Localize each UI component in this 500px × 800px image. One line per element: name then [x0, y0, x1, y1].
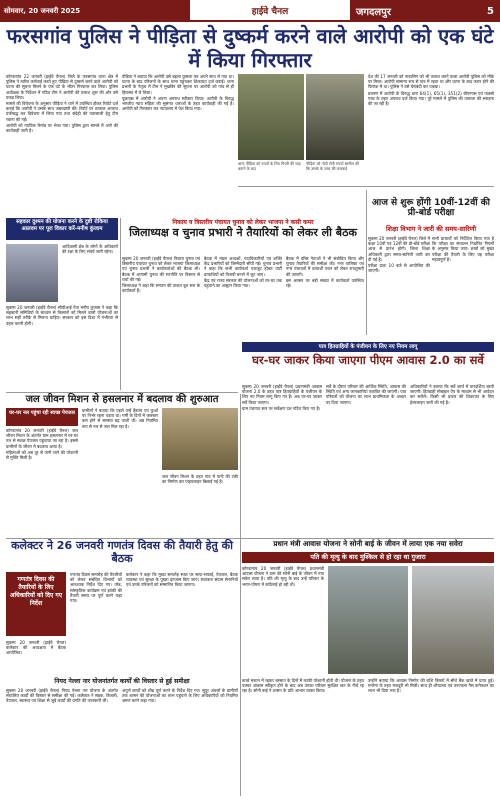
city-label: जगदलपुर	[356, 7, 391, 18]
housing-strap: पात्र हितग्राहियों के पंजीयन के लिए नए नियम लागू	[242, 342, 494, 352]
collector-text-col-2: गणतंत्र दिवस समारोह की तैयारियों को लेकर संबंधित विभागों को आवश्यक निर्देश दिए गए। परेड, सांस्कृतिक कार्यक्रम एवं झांकी की तैयारी समय पर पूर्ण करने कहा गया।	[70, 572, 122, 604]
section-rule	[6, 538, 494, 539]
collector-text-col-4: सुकमा 20 जनवरी (हाईवे चैनल) नियद नेल्ला नार योजना के अंतर्गत संचालित कार्यों की विस्तार से समीक्षा की गई। कलेक्टर ने सड़क, बिजली, पेयजल, स्वास्थ्य एवं शिक्षा से जुड़े कार्यों की प्रगति की जानकारी ली।	[6, 688, 118, 704]
collector-box: गणतंत्र दिवस की तैयारियों के लिए अधिकारियों को दिए गए निर्देश	[6, 572, 66, 636]
water-headline: जल जीवन मिशन से हसलनार में बदलाव की शुरुआत	[25, 394, 219, 405]
column-rule	[240, 394, 241, 796]
meeting-text-col-3: बैठक में वरिष्ठ नेताओं ने भी संबोधित किया और चुनाव तैयारियों की समीक्षा की। नगर पालिका एवं नगर पंचायतों में प्रत्याशी चयन को लेकर रायशुमारी की जाएगी। इस अवसर पर बड़ी संख्या में कार्यकर्ता उपस्थित रहे।	[286, 256, 364, 289]
left-story-title: सहकार दुश्मन की योजना करने के दुष्टी रोकिया आलवम पर पूरा विकार करें-मनीष कुंजाम	[6, 218, 118, 240]
date: सोमवार, 20 जनवरी 2025	[0, 0, 190, 22]
pmay-text-col-2: कच्चे मकान में रहकर बरसात के दिनों में काफी परेशानी होती थी। योजना के तहत पक्का आवास स्वीकृत होने के बाद अब उनका परिवार सुरक्षित छत के नीचे रह रहा है। सोनी बाई ने शासन के प्रति आभार व्यक्त किया।	[242, 678, 364, 694]
board-sub: शिक्षा विभाग ने जारी की समय-सारिणी	[385, 225, 477, 233]
pmay-text-col-1: कोण्डागांव 20 जनवरी (हाईवे चैनल) प्रधानमंत्री आवास योजना ने ग्राम की सोनी बाई के जीवन में नया सवेरा लाया है। पति की मृत्यु के बाद उन्हें परिवार के भरण-पोषण में कठिनाई हो रही थी।	[242, 566, 324, 587]
lead-photo-caption-2: पीड़िता को गोदी लेती रुपयों सामील की कि उसके के जाल की कारवाई	[306, 161, 360, 171]
pmay-photo-2	[412, 566, 494, 674]
meeting-text-col-2: बैठक में मंडल अध्यक्षों, पदाधिकारियों एवं शक्ति केंद्र प्रभारियों को जिम्मेदारी सौंपी गई। चुनाव प्रभारी ने कहा कि सभी कार्यकर्ता एकजुट होकर पार्टी प्रत्याशियों को विजयी बनाने में जुट जाएं। केंद्र एवं राज्य सरकार की योजनाओं को घर-घर तक पहुंचाने का आह्वान किया गया।	[204, 256, 282, 289]
collector-text-col-5: अपूर्ण कार्यों को शीघ्र पूर्ण करने के निर्देश दिए गए। सुदूर अंचलों के ग्रामीणों तक शासन की योजनाओं का लाभ पहुंचाने के लिए अधिकारियों को नियमित भ्रमण करने कहा गया।	[122, 688, 238, 704]
brand-name: हाईवे चैनल	[190, 0, 350, 22]
housing-text-col-2: सर्वे के दौरान परिवार की आर्थिक स्थिति, आवास की स्थिति एवं अन्य जानकारियां एकत्रित की जाएंगी। पात्र परिवारों को योजना का लाभ प्राथमिकता के आधार पर दिया जाएगा।	[326, 384, 406, 405]
pmay-text-col-3: उन्होंने बताया कि आवास निर्माण की राशि किस्तों में सीधे बैंक खाते में प्राप्त हुई। मनरेगा के तहत मजदूरी भी मिली। साथ ही शौचालय एवं उज्ज्वला गैस कनेक्शन का लाभ भी दिया गया है।	[368, 678, 494, 694]
section-rule	[6, 392, 238, 393]
pmay-photo-1	[328, 566, 408, 674]
lead-text-col-2: पीड़िता ने बताया कि आरोपी उसे बहला फुसला कर अपने साथ ले गया था। घटना के बाद परिजनों के साथ थाना पहुंचकर शिकायत दर्ज कराई। थाना प्रभारी के नेतृत्व में टीम ने मुखबिर की सूचना पर आरोपी को गांव से ही हिरासत में ले लिया। पूछताछ में आरोपी ने अपना अपराध स्वीकार किया। आरोपी के विरुद्ध भारतीय न्याय संहिता की सुसंगत धाराओं के तहत कार्यवाही की गई है। आरोपी को गिरफ्तार कर न्यायालय में पेश किया गया।	[122, 74, 234, 112]
meeting-strap: निकाय व त्रिस्तरीय पंचायत चुनाव को लेकर भाजपा ने कसी कमर	[172, 219, 314, 226]
left-story-text-2: आदिवासी क्षेत्र के लोगों के अधिकारों की रक्षा के लिए संघर्ष जारी रहेगा।	[62, 244, 118, 255]
collector-headline: कलेक्टर ने 26 जनवरी गणतंत्र दिवस की तैयारी हेतु की बैठक	[11, 539, 233, 565]
water-photo	[162, 408, 238, 470]
lead-photo-caption-1: थाना पीड़िता को रुपयों के लिए गिरवी की चाह बताने के बाद	[238, 161, 301, 171]
pmay-bar: पति की मृत्यु के बाद मुश्किल से हो रहा था गुजारा	[242, 552, 494, 563]
left-story-text: सुकमा 20 जनवरी (हाईवे चैनल) सीपीआई नेता मनीष कुंजाम ने कहा कि सहकारी समितियों के माध्यम से किसानों को मिलने वाली योजनाओं का लाभ सही तरीके से मिलना चाहिए। सरकार को इस दिशा में गंभीरता से पहल करनी होगी।	[6, 305, 118, 326]
lead-photo-1	[238, 74, 304, 160]
collector-text-col-1: सुकमा 20 जनवरी (हाईवे चैनल) कलेक्टर की अध्यक्षता में बैठक आयोजित।	[6, 640, 66, 656]
lead-text-col-3: देश की 17 जनवरी को नाबालिग को भी तलाश करने वाला आरोपी पुलिस को मौके पर मिला। आरोपी सामान्य रूप से गांव में रहता था और घटना के बाद फरार होने की फिराक में था। पुलिस ने उसे घेराबंदी कर पकड़ा। प्रकरण में आरोपी के विरुद्ध धारा 64(1), 65(1), 351(2) बीएनएस एवं पाक्सो एक्ट के तहत अपराध दर्ज किया गया। पूरे मामले में पुलिस की तत्परता की सराहना की जा रही है।	[368, 74, 494, 107]
board-text-col-2: सभी प्राचार्यों को निर्देशित किया गया है कि परीक्षा का संचालन निर्धारित नियमों के अनुसार किया जाए। छात्रों को मुख्य परीक्षा की तैयारी के लिए यह परीक्षा महत्वपूर्ण है।	[432, 236, 494, 262]
collector-text-col-3: कलेक्टर ने कहा कि मुख्य समारोह स्थल पर साफ-सफाई, पेयजल, बैठक व्यवस्था एवं सुरक्षा के पुख्ता इंतजाम किए जाएं। स्वतंत्रता संग्राम सेनानियों एवं उनके परिजनों को सम्मानित किया जाएगा।	[126, 572, 238, 588]
pmay-headline: प्रधान मंत्री आवास योजना ने सोनी बाई के जीवन में लाया एक नया सवेरा	[273, 539, 463, 548]
board-text-col-1: सुकमा 20 जनवरी (हाईवे चैनल) जिले में कक्षा 10वीं एवं 12वीं की प्री-बोर्ड परीक्षा आज से प्रारंभ होगी। जिला शिक्षा अधिकारी द्वारा समय-सारिणी जारी कर दी गई है। परीक्षा प्रातः 10 बजे से आयोजित की जाएगी।	[368, 236, 430, 274]
water-text-col-1: कोण्डागांव 20 जनवरी (हाईवे चैनल) जल जीवन मिशन के अंतर्गत ग्राम हसलनार में घर-घर नल से स्वच्छ पेयजल पहुंचाया जा रहा है। इससे ग्रामीणों के जीवन में बदलाव आया है। महिलाओं को अब दूर से पानी लाने की परेशानी से मुक्ति मिली है।	[6, 428, 78, 461]
page-number: 5	[487, 5, 494, 17]
housing-headline: घर-घर जाकर किया जाएगा पीएम आवास 2.0 का सर्वे	[252, 353, 484, 367]
lead-photo-2	[306, 74, 364, 160]
water-text-col-2: ग्रामीणों ने बताया कि पहले उन्हें हैंडपंप एवं कुओं पर निर्भर रहना पड़ता था। गर्मी के दिनों में जलस्तर कम होने से समस्या बढ़ जाती थी। अब नियमित रूप से नल से जल मिल रहा है।	[82, 408, 158, 429]
housing-text-col-3: अधिकारियों ने बताया कि सर्वे कार्य में पारदर्शिता बरती जाएगी। हितग्राही मोबाइल ऐप के माध्यम से भी आवेदन कर सकेंगे। किसी भी प्रकार की शिकायत के लिए हेल्पलाइन जारी की गई है।	[410, 384, 494, 405]
masthead	[0, 0, 500, 22]
divider	[238, 186, 494, 187]
meeting-text-col-1: सुकमा 20 जनवरी (हाईवे चैनल) निकाय चुनाव एवं त्रिस्तरीय पंचायत चुनाव को लेकर भाजपा जिलाध्यक्ष एवं चुनाव प्रभारी ने कार्यकर्ताओं की बैठक ली। बैठक में आगामी चुनाव की रणनीति पर विस्तार से चर्चा की गई। जिलाध्यक्ष ने कहा कि संगठन की ताकत बूथ स्तर के कार्यकर्ता हैं।	[122, 256, 200, 294]
left-story-photo	[6, 244, 58, 302]
lead-headline: फरसगांव पुलिस ने पीड़िता से दुष्कर्म करने वाले आरोपी को एक घंटे में किया गिरफ्तार	[6, 24, 494, 72]
column-rule	[120, 218, 121, 390]
collector-sub: नियद नेल्ला नार योजनांतर्गत कार्यों की विस्तार से हुई समीक्षा	[54, 678, 190, 685]
board-headline: आज से शुरू होंगी 10वीं-12वीं की प्री-बोर्ड परीक्षा	[372, 198, 490, 219]
meeting-headline: जिलाध्यक्ष व चुनाव प्रभारी ने तैयारियों को लेकर ली बैठक	[129, 226, 357, 239]
column-rule	[366, 190, 367, 335]
lead-text-col-1: कोण्डागांव 22 जनवरी (हाईवे चैनल) जिले के फरसगांव थाना क्षेत्र में पुलिस ने त्वरित कार्रवाई करते हुए पीड़िता से दुष्कर्म करने वाले आरोपी को घटना की सूचना मिलने के एक घंटे के भीतर गिरफ्तार कर लिया। पुलिस अधीक्षक के निर्देशन में गठित टीम ने आरोपी की तलाश शुरू की और उसे पकड़ लिया। मामले की विवेचना के अनुसार पीड़िता ने थाने में उपस्थित होकर रिपोर्ट दर्ज कराई कि आरोपी ने उसके साथ जबरदस्ती की। रिपोर्ट पर तत्काल अपराध पंजीबद्ध कर विवेचना में लिया गया तथा संदेही की पतासाजी हेतु टीम रवाना की गई। आरोपी को न्यायिक रिमांड पर भेजा गया। पुलिस द्वारा मामले में आगे की कार्यवाही जारी है।	[6, 74, 118, 134]
section-bar	[350, 0, 500, 22]
housing-text-col-1: सुकमा 20 जनवरी (हाईवे चैनल) प्रधानमंत्री आवास योजना 2.0 के तहत पात्र हितग्राहियों के पंजीयन के लिए नए नियम लागू किए गए हैं। अब घर-घर जाकर सर्वे किया जाएगा। ग्राम पंचायत स्तर पर सर्वेक्षण दल गठित किए गए हैं।	[242, 384, 322, 411]
water-box: घर-घर नल पहुंचा रही स्वच्छ पेयजल	[6, 408, 78, 426]
water-text-col-3: जल जीवन मिशन के तहत गांव में पानी की टंकी का निर्माण कर पाइपलाइन बिछाई गई है।	[162, 474, 238, 485]
